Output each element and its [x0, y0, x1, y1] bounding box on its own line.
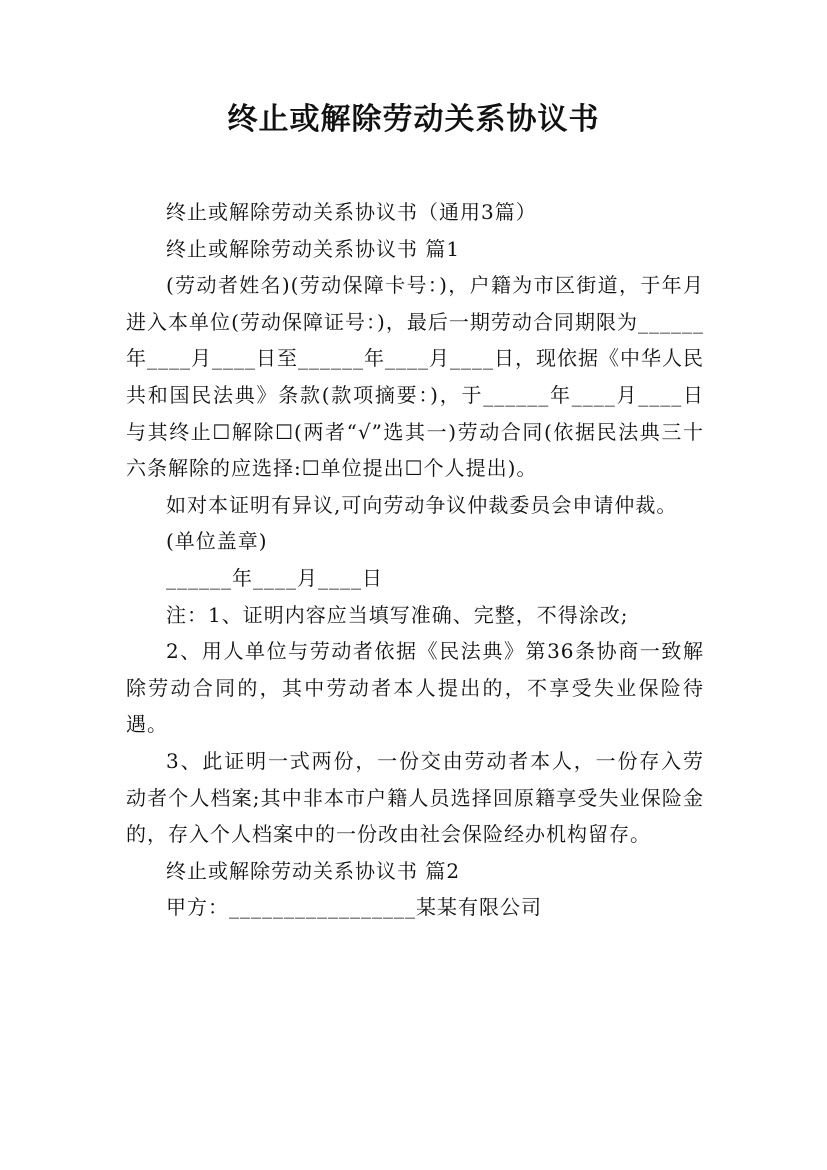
paragraph-date-blank: ______年____月____日: [166, 565, 383, 590]
paragraph-arbitration-note: 如对本证明有异议,可向劳动争议仲裁委员会申请仲裁。: [166, 492, 678, 517]
paragraph-company-seal: (单位盖章): [166, 529, 268, 554]
note-item-1: 注：1、证明内容应当填写准确、完整，不得涂改;: [166, 602, 629, 627]
paragraph-collection-title: 终止或解除劳动关系协议书（通用3篇）: [166, 200, 537, 224]
paragraph-party-a: 甲方：_________________某某有限公司: [166, 895, 542, 920]
section-heading-part-1: 终止或解除劳动关系协议书 篇1: [166, 236, 461, 261]
paragraph-contract-details: (劳动者姓名)(劳动保障卡号：)，户籍为市区街道，于年月进入本单位(劳动保障证号：)，最后一期劳动合同期限为______年____月____日至______年____月____日，现依据《中华人民共和国民法典》条款(款项摘要：)，于______年____月____日与其终止☐解除☐(两者“√”选其一)劳动合同(依据民法典三十六条解除的应选择:☐单位提出☐个人提出)。: [126, 273, 704, 481]
note-item-2: 2、用人单位与劳动者依据《民法典》第36条协商一致解除劳动合同的，其中劳动者本人提出的，不享受失业保险待遇。: [126, 639, 704, 737]
document-title: 终止或解除劳动关系协议书: [227, 102, 600, 137]
document-body: [126, 194, 704, 926]
section-heading-part-2: 终止或解除劳动关系协议书 篇2: [166, 858, 461, 883]
note-item-3: 3、此证明一式两份，一份交由劳动者本人，一份存入劳动者个人档案;其中非本市户籍人员选择回原籍享受失业保险金的，存入个人档案中的一份改由社会保险经办机构留存。: [126, 748, 704, 847]
